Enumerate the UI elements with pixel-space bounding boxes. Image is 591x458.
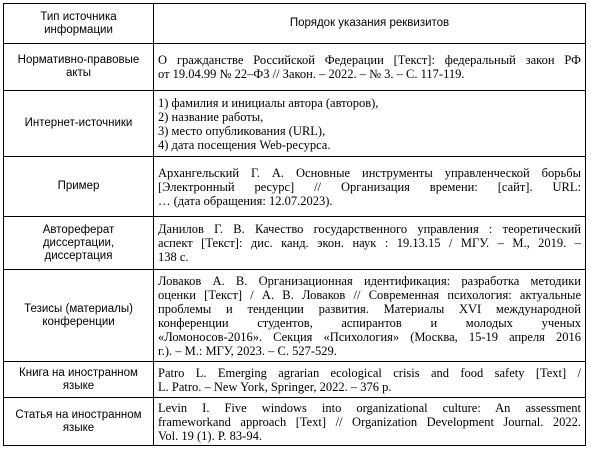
table-row xyxy=(4,91,586,157)
requisites-table xyxy=(3,3,586,446)
requisites-cell xyxy=(154,157,586,217)
text-line: г.). – М.: МГУ, 2023. – С. 527-529. xyxy=(158,343,337,358)
text-line: Ловаков А. В. Организационная идентификация: разработка методики xyxy=(158,273,581,288)
text-line: Vol. 19 (1). P. 83-94. xyxy=(158,428,262,443)
source-type-cell: Пример xyxy=(4,157,154,217)
table-row xyxy=(4,270,586,362)
requisites-order-header: Порядок указания реквизитов xyxy=(154,4,586,44)
source-type-cell: Автореферат диссертации, диссертация xyxy=(4,217,154,270)
source-type-cell: Тезисы (материалы) конференции xyxy=(4,270,154,362)
table-row xyxy=(4,44,586,91)
text-line: оценки [Текст] / А. В. Ловаков // Современная психология: актуальные xyxy=(158,287,581,302)
text-line: от 19.04.99 № 22–ФЗ // Закон. – 2022. – № 3. – С. 117-119. xyxy=(158,67,465,81)
text-line: frameworkand approach [Text] // Organization Development Journal. 2022. xyxy=(158,414,581,429)
requisites-cell xyxy=(154,270,586,362)
requisites-cell xyxy=(154,44,586,91)
requisites-cell xyxy=(154,398,586,446)
requisites-cell xyxy=(154,362,586,398)
source-type-cell: Нормативно-правовые акты xyxy=(4,44,154,91)
text-line: 4) дата посещения Web-ресурса. xyxy=(158,137,331,152)
source-type-cell: Интернет-источники xyxy=(4,91,154,157)
text-line: конференции студентов, аспирантов и молодых ученых xyxy=(158,315,581,330)
requisites-cell xyxy=(154,217,586,270)
table-row xyxy=(4,157,586,217)
table-row xyxy=(4,217,586,270)
table-row xyxy=(4,398,586,446)
requisites-cell xyxy=(154,91,586,157)
source-type-cell: Статья на иностранном языке xyxy=(4,398,154,446)
table-row xyxy=(4,362,586,398)
source-type-header: Тип источника информации xyxy=(4,4,154,44)
text-line: 2) название работы, xyxy=(158,109,264,124)
text-line: Patro L. Emerging agrarian ecological crisis and food safety [Text] / xyxy=(158,365,581,380)
text-line: 138 с. xyxy=(158,250,189,264)
text-line: Levin I. Five windows into organizational culture: An assessment xyxy=(158,400,581,415)
text-line: [Электронный ресурс] // Организация времени: [сайт]. URL: xyxy=(158,179,581,194)
text-line: проблемы и тенденции развития. Материалы XVI международной xyxy=(158,301,581,316)
text-line: L. Patro. – New York, Springer, 2022. – 376 p. xyxy=(158,379,392,394)
text-line: … (дата обращения: 12.07.2023). xyxy=(158,193,333,208)
table-header-row xyxy=(4,4,586,44)
text-line: аспект [Текст]: дис. канд. экон. наук : 19.13.15 / МГУ. – М., 2019. – xyxy=(158,236,581,250)
text-line: «Ломоносов-2016». Секция «Психология» (Москва, 15-19 апреля 2016 xyxy=(158,329,581,344)
text-line: О гражданстве Российской Федерации [Текст]: федеральный закон РФ xyxy=(158,53,581,67)
text-line: 1) фамилия и инициалы автора (авторов), xyxy=(158,95,379,110)
source-type-cell: Книга на иностранном языке xyxy=(4,362,154,398)
text-line: 3) место опубликования (URL), xyxy=(158,123,326,138)
text-line: Архангельский Г. А. Основные инструменты управленческой борьбы xyxy=(158,165,581,180)
text-line: Данилов Г. В. Качество государственного управления : теоретический xyxy=(158,222,581,236)
